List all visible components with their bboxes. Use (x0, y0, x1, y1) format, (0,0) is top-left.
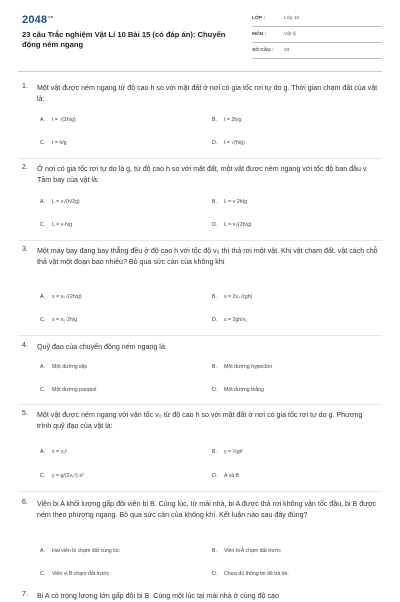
question-number: 1. (22, 83, 28, 90)
meta-subject (252, 30, 382, 43)
option-c[interactable]: C. Viên vi B chạm đất trước (40, 571, 110, 577)
question-2 (22, 164, 378, 185)
question-number: 3. (22, 246, 28, 253)
question-number: 4. (22, 342, 28, 349)
question-text: Một máy bay đang bay thẳng đều ở độ cao h với tốc độ v₀ thì thả rơi một vật. Khi vật chạm đất, vật cách chỗ thả vật một đoạn bao nhiêu? Bỏ qua sức cản của không khí (37, 247, 378, 266)
option-b[interactable]: B. y = ½gt² (212, 449, 243, 455)
question-3 (22, 246, 378, 267)
option-b[interactable]: B. t = 2h/g (212, 117, 242, 123)
option-a[interactable]: A. x = v₀t (40, 449, 67, 455)
option-a[interactable]: A. s = v₀√(2h/g) (40, 294, 82, 300)
option-c[interactable]: C. y = g/(2v₀²)·x² (40, 473, 84, 479)
option-c[interactable]: C. Một đường parabol (40, 387, 97, 393)
question-divider (18, 404, 382, 405)
question-6 (22, 499, 378, 520)
question-text: Viên bi A khối lượng gấp đôi viên bi B. Cùng lúc, từ mái nhà, bi A được thả rơi không vận tốc đầu, bi B được ném theo phương ngang. Bỏ qua sức cản của không khí. Kết luận nào sau đây đúng? (37, 500, 377, 519)
option-b[interactable]: B. Một đường hypecbol (212, 364, 272, 370)
question-divider (18, 158, 382, 159)
question-number: 5. (22, 410, 28, 417)
question-divider (18, 335, 382, 336)
site-logo[interactable]: $2048^{vn}$ (22, 14, 54, 26)
document-meta (252, 14, 382, 62)
question-5 (22, 410, 378, 431)
meta-value: 23 (284, 48, 290, 53)
option-d[interactable]: D. L = v√(2h/g) (212, 222, 252, 228)
question-number: 6. (22, 499, 28, 506)
question-divider (18, 491, 382, 492)
option-d[interactable]: D. t = √(h/g) (212, 140, 245, 146)
meta-label: MÔN : (252, 32, 267, 37)
question-text: Quỹ đạo của chuyển động ném ngang là: (37, 343, 167, 351)
document-header (0, 0, 400, 64)
option-b[interactable]: B. s = 2v₀√(gh) (212, 294, 253, 300)
meta-label: SỐ CÂU : (252, 48, 274, 53)
meta-value: Lớp 10 (284, 16, 300, 21)
option-a[interactable]: A. t = √(2h/g) (40, 117, 76, 123)
option-d[interactable]: D. Một đường thẳng (212, 387, 265, 393)
header-divider (18, 71, 382, 72)
option-c[interactable]: C. L = v·h/g (40, 222, 73, 228)
option-a[interactable]: A. L = v√(h/2g) (40, 199, 80, 205)
option-d[interactable]: D. Chưa đủ thông tin để trả lời. (212, 571, 289, 577)
meta-count (252, 46, 382, 59)
option-a[interactable]: A. Hai viên bi chạm đất cùng lúc (40, 548, 120, 554)
option-c[interactable]: C. t = h/g (40, 140, 67, 146)
question-text: Ở nơi có gia tốc rơi tự do là g, từ độ cao h so với mặt đất, một vật được ném ngang với tốc độ ban đầu v. Tầm bay của vật là: (37, 165, 368, 184)
option-c[interactable]: C. s = v₀·2h/g (40, 317, 78, 323)
question-text: Bi A có trọng lượng lớn gấp đôi bi B. Cùng một lúc tại mái nhà ở cùng độ cao (37, 592, 279, 600)
question-number: 2. (22, 164, 28, 171)
meta-value: Vật lý (284, 32, 296, 37)
document-title: 23 câu Trắc nghiệm Vật Lí 10 Bài 15 (có đáp án): Chuyển động ném ngang (22, 30, 226, 49)
option-d[interactable]: D. A và B (212, 473, 239, 479)
question-4 (22, 342, 378, 353)
option-d[interactable]: D. s = 2gh/v₀ (212, 317, 248, 323)
option-b[interactable]: B. L = v·2h/g (212, 199, 248, 205)
question-text: Một vật được ném ngang với vận tốc v₀ từ độ cao h so với mặt đất ở nơi có gia tốc rơi tự do g. Phương trình quỹ đạo của vật là: (37, 411, 363, 430)
meta-label: LỚP : (252, 16, 266, 21)
question-divider (18, 240, 382, 241)
meta-grade (252, 14, 382, 27)
question-1 (22, 83, 378, 104)
option-a[interactable]: A. Một đường elip (40, 364, 88, 370)
option-b[interactable]: B. Viên bi A chạm đất trước (212, 548, 281, 554)
question-text: Một vật được ném ngang từ độ cao h so với mặt đất ở nơi có gia tốc rơi tự do g. Thời gian chạm đất của vật là: (37, 84, 378, 103)
question-number: 7. (22, 591, 28, 598)
